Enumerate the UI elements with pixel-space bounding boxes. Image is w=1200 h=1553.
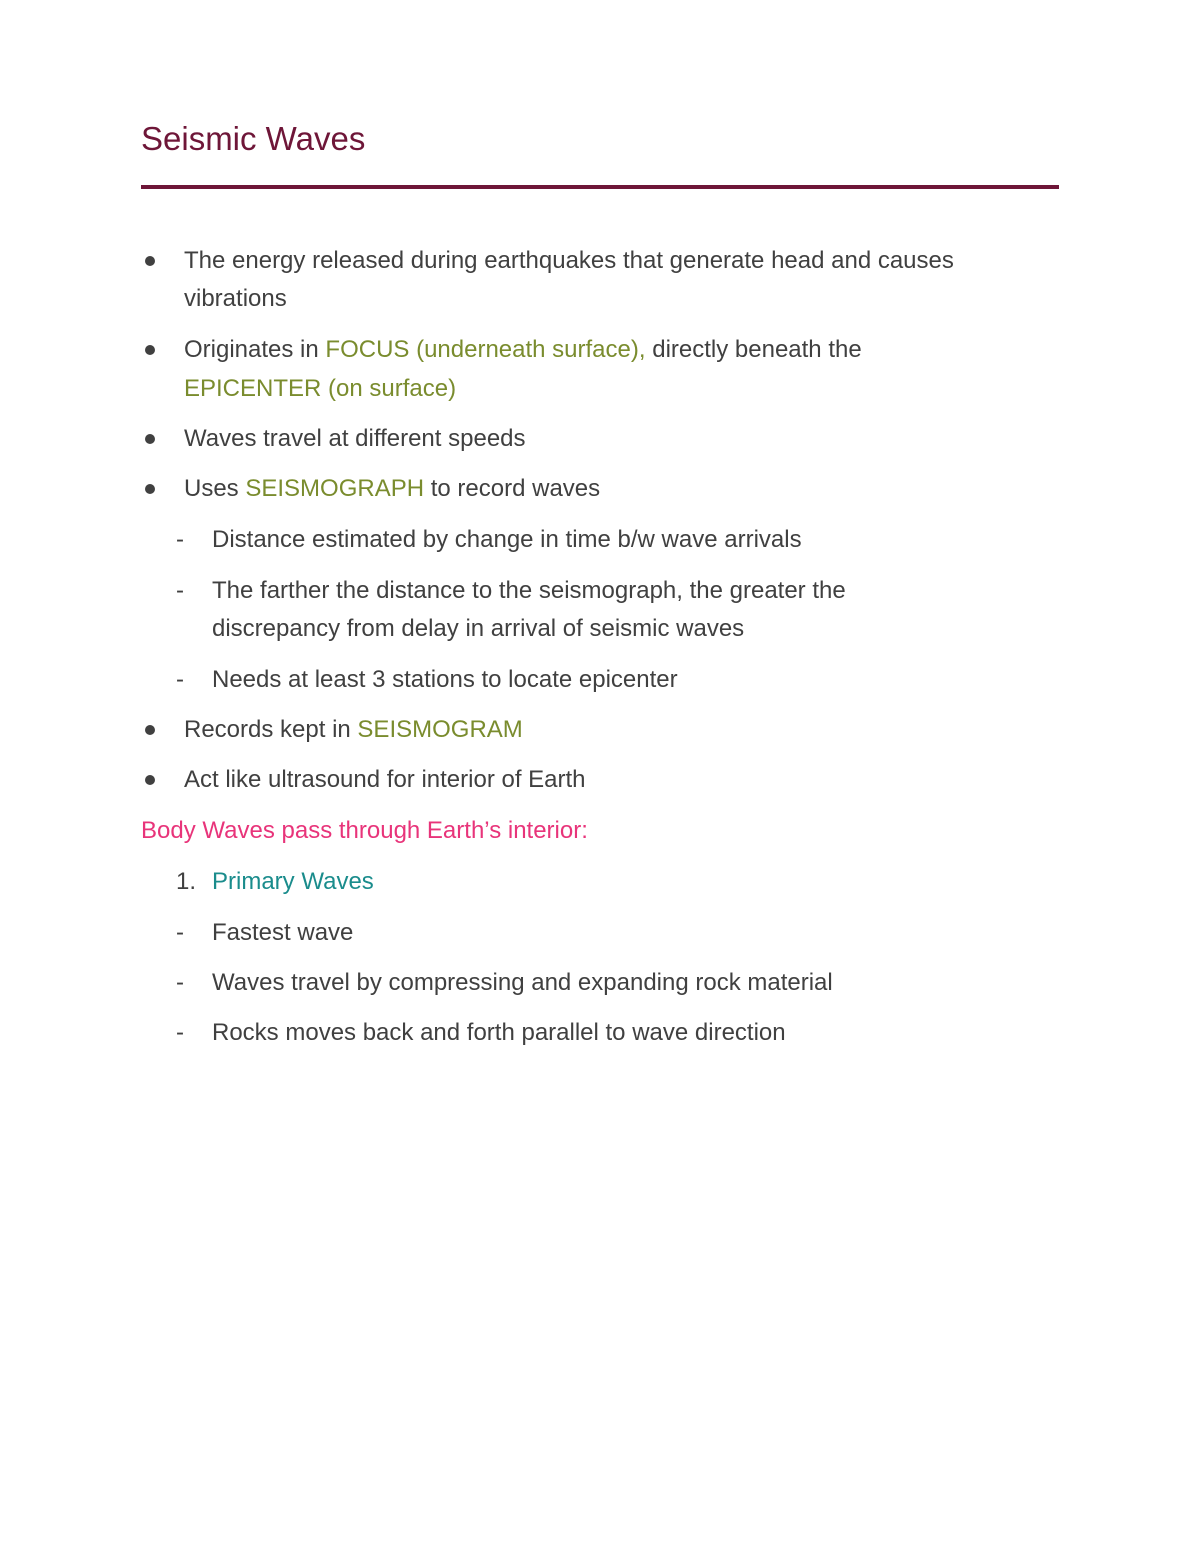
section-heading: Body Waves pass through Earth’s interior: xyxy=(141,817,588,844)
bullet-icon xyxy=(145,256,155,266)
seismogram-term: SEISMOGRAM xyxy=(357,716,523,743)
title-underline xyxy=(141,185,1059,189)
dash-marker: - xyxy=(176,526,184,553)
dash-marker: - xyxy=(176,1019,184,1046)
bullet-text: Waves travel at different speeds xyxy=(184,425,526,452)
bullet-icon xyxy=(145,434,155,444)
bullet-icon xyxy=(145,725,155,735)
sub-bullet-text: Distance estimated by change in time b/w wave arrivals xyxy=(212,526,802,553)
page-title: Seismic Waves xyxy=(141,120,366,157)
bullet-text: Uses SEISMOGRAPH to record waves xyxy=(184,475,601,502)
sub-bullet-text: Waves travel by compressing and expanding rock material xyxy=(212,969,833,996)
seismograph-term: SEISMOGRAPH xyxy=(245,475,425,502)
dash-marker: - xyxy=(176,577,184,604)
primary-waves-label: Primary Waves xyxy=(212,868,374,895)
dash-marker: - xyxy=(176,666,184,693)
sub-bullet-text: Rocks moves back and forth parallel to wave direction xyxy=(212,1019,786,1046)
focus-term: FOCUS (underneath surface), xyxy=(325,336,646,363)
sub-bullet-text: Needs at least 3 stations to locate epicenter xyxy=(212,666,678,693)
bullet-text: Originates in FOCUS (underneath surface), directly beneath the xyxy=(184,336,862,363)
sub-bullet-text: Fastest wave xyxy=(212,919,354,946)
bullet-text-cont: vibrations xyxy=(184,285,287,312)
bullet-icon xyxy=(145,345,155,355)
bullet-text: Act like ultrasound for interior of Earth xyxy=(184,766,586,793)
sub-bullet-text-cont: discrepancy from delay in arrival of seismic waves xyxy=(212,615,745,642)
bullet-text: The energy released during earthquakes that generate head and causes xyxy=(184,247,954,274)
dash-marker: - xyxy=(176,969,184,996)
list-number: 1. xyxy=(176,868,197,895)
bullet-icon xyxy=(145,775,155,785)
dash-marker: - xyxy=(176,919,184,946)
bullet-icon xyxy=(145,484,155,494)
bullet-text: Records kept in SEISMOGRAM xyxy=(184,716,523,743)
epicenter-term: EPICENTER (on surface) xyxy=(184,375,457,402)
sub-bullet-text: The farther the distance to the seismograph, the greater the xyxy=(212,577,846,604)
